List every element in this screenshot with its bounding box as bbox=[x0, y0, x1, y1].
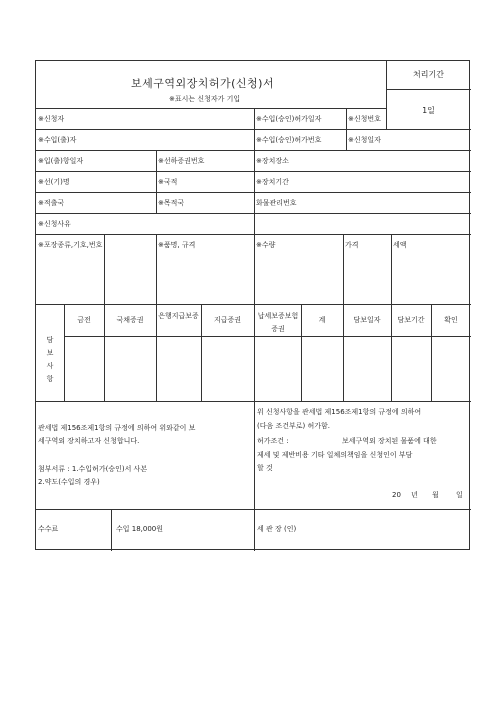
fee-value: 수입 18,000원 bbox=[116, 525, 164, 533]
rule bbox=[254, 234, 255, 401]
applicant-label: ※신청자 bbox=[38, 115, 65, 123]
collateral-header: 국채증권 bbox=[116, 316, 144, 324]
rule bbox=[111, 509, 112, 551]
processing-period-value: 1일 bbox=[422, 106, 435, 115]
condition-label: 허가조건 : bbox=[257, 437, 289, 445]
date-month-unit: 월 bbox=[432, 491, 439, 499]
processing-period-label: 처리기간 bbox=[413, 70, 444, 79]
cargo-no-label: 화물관리번호 bbox=[256, 199, 297, 207]
collateral-char: 항 bbox=[46, 375, 54, 383]
item-spec-label: ※품명, 규격 bbox=[158, 241, 196, 249]
bl-no-label: ※선하증권번호 bbox=[158, 157, 205, 165]
application-date-label: ※신청일자 bbox=[348, 136, 381, 144]
quantity-label: ※수량 bbox=[256, 241, 276, 249]
collateral-header: 은행지급보증 bbox=[158, 312, 199, 320]
date-year-unit: 년 bbox=[411, 491, 418, 499]
rule bbox=[156, 150, 157, 213]
customs-storage-permit-form bbox=[35, 60, 470, 550]
storage-period-label: ※장치기간 bbox=[256, 178, 289, 186]
price-label: 가격 bbox=[345, 241, 359, 249]
date-day-unit: 일 bbox=[456, 491, 463, 499]
loading-port-label: ※적출국 bbox=[38, 199, 65, 207]
condition-text: 제세 및 제반비용 기타 일체의책임을 신청인이 부담 bbox=[257, 451, 413, 459]
rule bbox=[156, 234, 157, 401]
importer-label: ※수입(출)자 bbox=[38, 136, 77, 144]
storage-place-label: ※장치장소 bbox=[256, 157, 289, 165]
collateral-char: 보 bbox=[46, 349, 54, 357]
reason-label: ※신청사유 bbox=[38, 220, 71, 228]
rule bbox=[386, 89, 471, 90]
condition-text: 보세구역외 장치된 물품에 대한 bbox=[342, 437, 437, 445]
collateral-header: 확인 bbox=[444, 316, 458, 324]
collateral-side-label bbox=[36, 334, 64, 386]
rule bbox=[36, 108, 386, 109]
form-subtitle: ※표시는 신청자가 기입 bbox=[169, 95, 241, 103]
packaging-label: ※포장종류,기호,번호 bbox=[38, 241, 103, 249]
customs-director: 세 관 장 (인) bbox=[257, 525, 297, 533]
statement-line: 세구역외 장치하고자 신청합니다. bbox=[38, 437, 140, 445]
collateral-header: 금전 bbox=[77, 316, 91, 324]
destination-label: ※목적국 bbox=[158, 199, 185, 207]
application-no-label: ※신청번호 bbox=[348, 115, 381, 123]
attachment-line: 2.약도(수입의 경우) bbox=[38, 478, 100, 486]
collateral-char: 담 bbox=[46, 336, 54, 344]
collateral-char: 사 bbox=[46, 362, 54, 370]
rule bbox=[64, 336, 471, 337]
collateral-header: 계 bbox=[318, 316, 326, 324]
import-permit-no-label: ※수입(승인)허가번호 bbox=[256, 136, 322, 144]
collateral-header: 담보일자 bbox=[353, 316, 381, 324]
form-title: 보세구역외장치허가(신청)서 bbox=[131, 77, 275, 90]
rule bbox=[254, 108, 255, 234]
tax-label: 세액 bbox=[393, 241, 407, 249]
collateral-header: 담보기간 bbox=[397, 316, 425, 324]
collateral-header: 지급증권 bbox=[213, 316, 242, 324]
date-year: 20 bbox=[392, 491, 401, 499]
entry-date-label: ※입(출)항일자 bbox=[38, 157, 84, 165]
nationality-label: ※국적 bbox=[158, 178, 178, 186]
fee-label: 수수료 bbox=[38, 525, 59, 533]
approval-line: (다음 조건부로) 허가함. bbox=[257, 422, 330, 430]
vessel-name-label: ※선(기)명 bbox=[38, 178, 70, 186]
approval-line: 위 신청사항을 관세법 제156조제1항의 규정에 의하여 bbox=[257, 408, 422, 416]
rule bbox=[346, 108, 347, 150]
import-permit-date-label: ※수입(승인)허가일자 bbox=[256, 115, 322, 123]
statement-line: 관세법 제156조제1항의 규정에 의하여 위와같이 보 bbox=[38, 424, 196, 432]
rule bbox=[254, 401, 255, 551]
condition-text: 할 것 bbox=[257, 464, 273, 472]
attachment-line: 첨부서류 : 1.수입허가(승인)서 사본 bbox=[38, 465, 148, 473]
collateral-header: 납세보증보험증권 bbox=[257, 312, 299, 333]
